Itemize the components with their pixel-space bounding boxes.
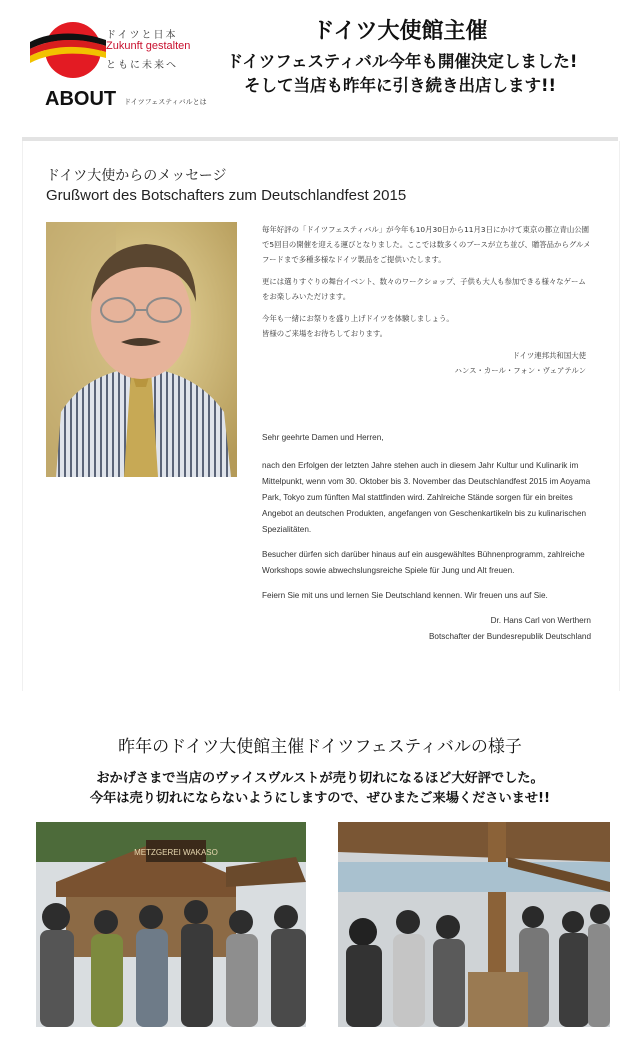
jp-paragraph-2: 更には選りすぐりの舞台イベント、数々のワークショップ、子供も大人も参加できる様々なゲームをお楽しみいただけます。 bbox=[262, 277, 586, 301]
de-signature-title: Botschafter der Bundesrepublik Deutschland bbox=[428, 632, 591, 641]
jp-signature-title: ドイツ連邦共和国大使 bbox=[512, 351, 586, 360]
logo-line-1: ドイツと日本 bbox=[106, 30, 178, 41]
de-paragraph-3: Feiern Sie mit uns und lernen Sie Deutschland kennen. Wir freuen uns auf Sie. bbox=[262, 591, 548, 600]
message-title-de: Grußwort des Botschafters zum Deutschlandfest 2015 bbox=[46, 187, 407, 204]
last-year-line-2: 今年は売り切れにならないようにしますので、ぜひまたご来場くださいませ!! bbox=[89, 791, 551, 806]
jp-signature-name: ハンス・カール・フォン・ヴェアテルン bbox=[454, 366, 586, 375]
message-title-jp: ドイツ大使からのメッセージ bbox=[46, 168, 227, 184]
festival-photo-crowd bbox=[338, 822, 610, 1027]
about-label: ABOUT bbox=[45, 88, 117, 110]
de-signature-name: Dr. Hans Carl von Werthern bbox=[490, 616, 591, 625]
last-year-title: 昨年のドイツ大使館主催ドイツフェスティバルの様子 bbox=[118, 737, 522, 757]
logo-line-2: Zukunft gestalten bbox=[106, 40, 191, 52]
ambassador-portrait bbox=[46, 222, 237, 477]
de-greeting: Sehr geehrte Damen und Herren, bbox=[262, 433, 384, 442]
festival-photo-stall bbox=[36, 822, 306, 1027]
jp-paragraph-3b: 皆様のご来場をお待ちしております。 bbox=[262, 329, 388, 338]
message-jp-text bbox=[262, 222, 592, 378]
message-de-text bbox=[262, 430, 597, 645]
last-year-line-1: おかげさまで当店のヴァイスヴルストが売り切れになるほど大好評でした。 bbox=[96, 771, 544, 786]
de-paragraph-2: Besucher dürfen sich darüber hinaus auf ein ausgewähltes Bühnenprogramm, zahlreiche Workshops sowie abwechslungsreiche Spiele für Jung und Alt freuen. bbox=[262, 550, 585, 575]
header bbox=[0, 0, 640, 140]
jp-paragraph-3a: 今年も一緒にお祭りを盛り上げドイツを体験しましょう。 bbox=[262, 314, 454, 323]
headline-1: ドイツ大使館主催 bbox=[312, 19, 488, 44]
logo-line-3: ともに未来へ bbox=[106, 60, 178, 71]
headline-3: そして当店も昨年に引き続き出店します!! bbox=[243, 76, 557, 95]
about-subtitle: ドイツフェスティバルとは bbox=[124, 98, 207, 106]
jp-paragraph-1: 毎年好評の「ドイツフェスティバル」が今年も10月30日から11月3日にかけて東京の都立青山公園で5回目の開催を迎える運びとなりました。ここでは数多くのブースが立ち並び、贈答品からグルメフードまで多種多様なドイツ製品をご提供いたします。 bbox=[262, 225, 591, 264]
de-paragraph-1: nach den Erfolgen der letzten Jahre stehen auch in diesem Jahr Kultur und Kulinarik im Mittelpunkt, wenn vom 30. Oktober bis 3. November das Deutschlandfest 2015 im Aoyama Park, Tokyo zum fünften Mal stattfinden wird. Zahlreiche Stände sorgen für ein breites Angebot an deutschen Produkten, angefangen von Geschenkartikeln bis zu kulinarischen Spezialitäten. bbox=[262, 461, 591, 534]
headline-2: ドイツフェスティバル今年も開催決定しました! bbox=[226, 52, 578, 71]
stall-sign-text: METZGEREI WAKASO bbox=[134, 848, 218, 857]
